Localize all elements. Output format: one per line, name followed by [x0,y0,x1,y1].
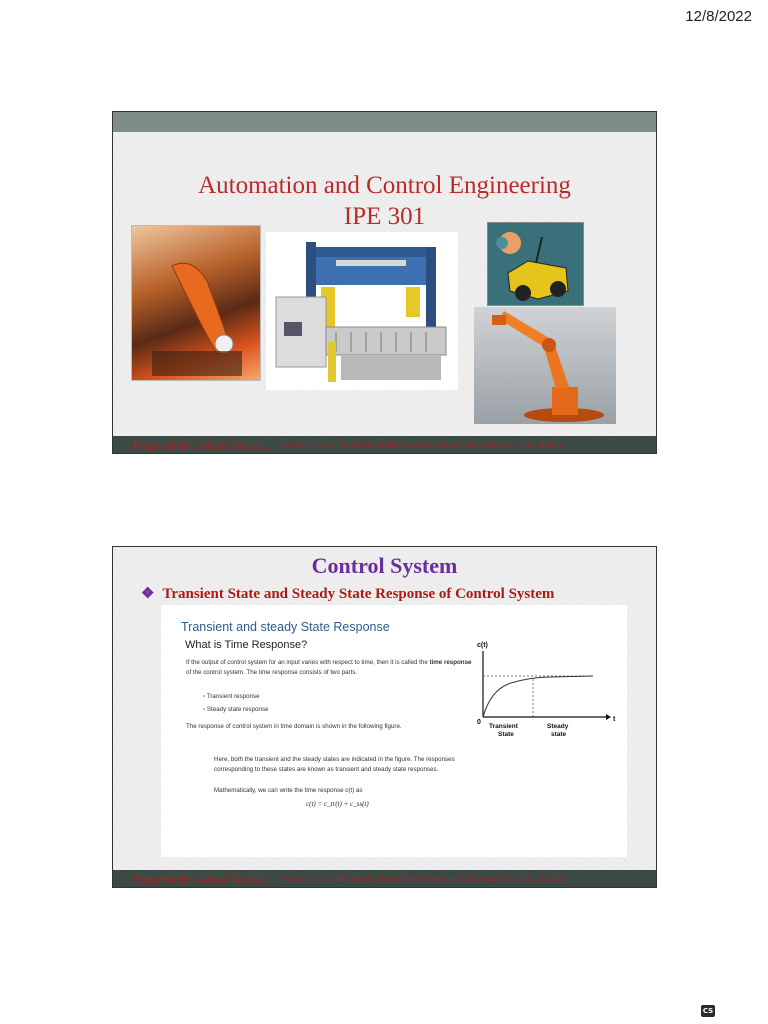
footer-author: Prepared By: Abdul Wadud, [133,872,268,886]
paragraph-math: Mathematically, we can write the time response c(t) as [214,787,363,794]
page-date: 12/8/2022 [685,8,752,25]
footer-author: Prepared By: Abdul Wadud, [133,438,268,452]
graph-transient-label-1: Transient [489,723,518,730]
content-subheading: What is Time Response? [185,639,308,651]
paragraph-time-response: If the output of control system for an input varies with respect to time, then it is called the time response of the control system. The time response consists of two parts. [186,659,472,676]
paragraph-figure-intro: The response of control system in time domain is shown in the following figure. [186,723,402,730]
graph-steady-label-1: Steady [547,723,569,730]
content-heading: Transient and steady State Response [181,620,390,634]
slide-1 [112,111,657,454]
camscanner-logo-icon: CS [702,1007,714,1015]
slide-2-subtitle [141,584,554,603]
footer-affiliation: Assistant Professor (Mechanical), Shahid Abdur Rab Serniabat Textile Engineering college, Barishal. [281,441,565,449]
slide-2-content-image [161,605,627,857]
response-parts-list [203,692,323,714]
slide-2 [112,546,657,888]
slide-1-title: Automation and Control Engineering [198,172,571,199]
time-response-graph [471,637,621,747]
graph-y-label: c(t) [477,642,488,649]
diamond-bullet-icon: ❖ [141,586,155,602]
robot-arm-photo [474,307,616,424]
list-item: ▫ Steady state response [203,705,269,713]
mobile-robot-photo [487,222,584,306]
footer-affiliation: Assistant Professor (Mechanical), Shahid Abdur Rab Serniabat Textile Engineering college, Barishal. [281,875,565,883]
slide-1-course-code: IPE 301 [343,203,426,230]
time-response-equation: c(t) = c_tr(t) + c_ss(t) [306,800,369,808]
press-brake-machine-photo [266,232,458,390]
slide-2-title: Control System [311,553,458,578]
graph-transient-label-2: State [498,731,514,738]
list-item: ▫ Transient response [203,693,260,700]
slide-top-bar [113,112,656,132]
paragraph-states: Here, both the transient and the steady states are indicated in the figure. The responses corresponding to these states are known as transient and steady state responses. [214,756,455,773]
subtitle-text: Transient State and Steady State Response of Control System [162,586,555,602]
graph-origin-label: 0 [477,719,481,726]
graph-steady-label-2: state [551,731,567,738]
slide-1-footer [113,436,656,453]
graph-x-label: t [613,716,616,723]
slide-2-footer [113,870,656,887]
industrial-robot-photo [131,225,261,381]
